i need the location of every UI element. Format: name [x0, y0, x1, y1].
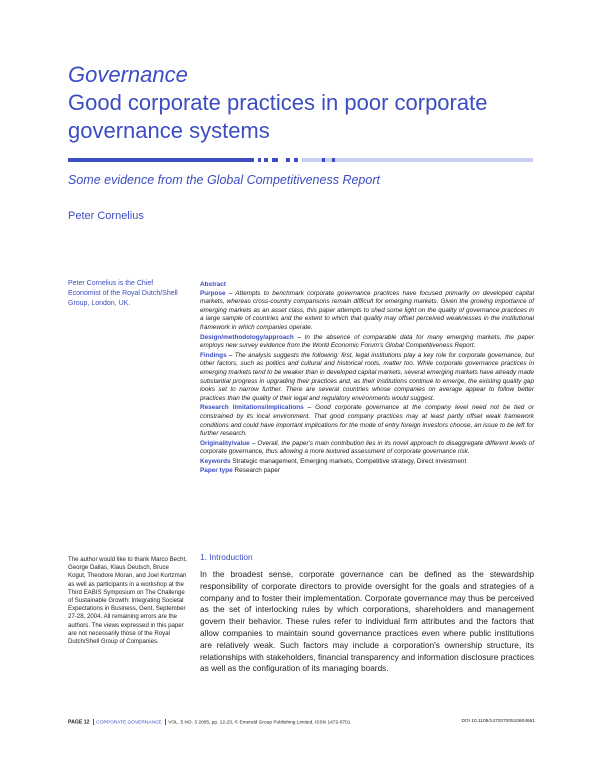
author-affiliation: Peter Cornelius is the Chief Economist of the Royal Dutch/Shell Group, London, UK.	[68, 280, 178, 307]
findings-label: Findings	[200, 351, 227, 359]
keywords-text: Strategic management, Emerging markets, Competitive strategy, Direct investment	[230, 457, 467, 465]
abstract-design	[200, 334, 534, 351]
originality-label: Originality/value	[200, 439, 250, 447]
page-number: PAGE 12	[68, 719, 90, 726]
footer-left	[68, 719, 350, 726]
citation: VOL. 5 NO. 3 2005, pp. 12-23, © Emerald Group Publishing Limited, ISSN 1472-0701	[168, 720, 351, 726]
design-label: Design/methodology/approach	[200, 333, 294, 341]
abstract-limitations	[200, 404, 534, 438]
abstract	[200, 281, 534, 477]
paper-subtitle: Some evidence from the Global Competitiveness Report	[68, 173, 380, 187]
abstract-heading: Abstract	[200, 281, 226, 288]
doi: DOI 10.1108/14720700510604661	[461, 719, 535, 724]
originality-text: – Overall, the paper's main contribution lies in its novel approach to disaggregate different levels of corporate governance, thus allowing a more textured assessment of corporate governance risk.	[200, 439, 534, 456]
introduction-heading: 1. Introduction	[200, 552, 253, 562]
paper-title: Good corporate practices in poor corporate governance systems	[68, 90, 488, 143]
introduction-text: In the broadest sense, corporate governance can be defined as the stewardship responsibility of corporate directors to provide oversight for the goals and strategies of a company and to foster their implementation. Corporate governance may thus be perceived as the set of interlocking rules by which corporations, shareholders and management govern their behavior. These rules refer to individual firm attributes and the factors that allow companies to maintain sound governance practices even where public institutions are relatively weak. Such factors may include a corporation's ownership structure, its relationships with stakeholders, financial transparency and information disclosure practices as well as the configuration of its managing boards.	[200, 569, 534, 674]
design-text: – In the absence of comparable data for many emerging markets, the paper employs new survey evidence from the World Economic Forum's Global Competitiveness Report.	[200, 333, 534, 350]
findings-text: – The analysis suggests the following: first, legal institutions play a key role for corporate governance, but other factors, such as politics and cultural and historical roots, matter too. While corporate governance practices in emerging markets tend to be weaker than in developed capital markets, several emerging markets have already made substantial progress in upgrading their practices and, as their institutions continue to emerge, the existing quality gap looks set to narrow further. There are several countries whose companies on average appear to follow better practices than the quality of their legal and regulatory environments would suggest.	[200, 351, 534, 402]
abstract-originality	[200, 440, 534, 457]
title-rule	[68, 155, 533, 165]
purpose-label: Purpose	[200, 289, 226, 297]
section-label: Governance	[68, 62, 188, 87]
author-name: Peter Cornelius	[68, 210, 144, 222]
journal-name: CORPORATE GOVERNANCE	[96, 720, 162, 726]
paper-type-text: Research paper	[232, 467, 280, 475]
limitations-text: – Good corporate governance at the company level need not be tied or constrained by its local environment. That good company practices may at least partly offset weak framework conditions and could have important implications for the mode of entry foreign investors choose, an issue to be left for further research.	[200, 404, 534, 438]
footer-separator	[93, 719, 94, 725]
purpose-text: – Attempts to benchmark corporate governance practices have focused primarily on developed capital markets, whereas cross-country comparisons remain difficult for emerging markets. Given the growing importance of emerging markets as an asset class, this paper attempts to shed some light on the quality of governance practices in a large sample of countries and the extent to which that quality may offset perceived weaknesses in the institutional framework in which companies operate.	[200, 289, 534, 331]
abstract-paper-type	[200, 467, 534, 476]
abstract-purpose	[200, 290, 534, 333]
acknowledgement-note: The author would like to thank Marco Becht, George Dallas, Klaus Deutsch, Bruce Kogut, Theodore Moran, and Joel Kurtzman as well as participants in a workshop at the Third EABIS Symposium on The Challenge of Sustainable Growth: Integrating Societal Expectations in Business, Gent, September 27-28, 2004. All remaining errors are the authors. The views expressed in this paper are not necessarily those of the Royal Dutch/Shell Group of Companies.	[68, 556, 187, 646]
paper-type-label: Paper type	[200, 467, 233, 475]
abstract-findings	[200, 352, 534, 404]
keywords-label: Keywords	[200, 457, 231, 465]
limitations-label: Research limitations/implications	[200, 404, 304, 412]
footer-separator	[165, 719, 166, 725]
abstract-keywords	[200, 458, 534, 467]
